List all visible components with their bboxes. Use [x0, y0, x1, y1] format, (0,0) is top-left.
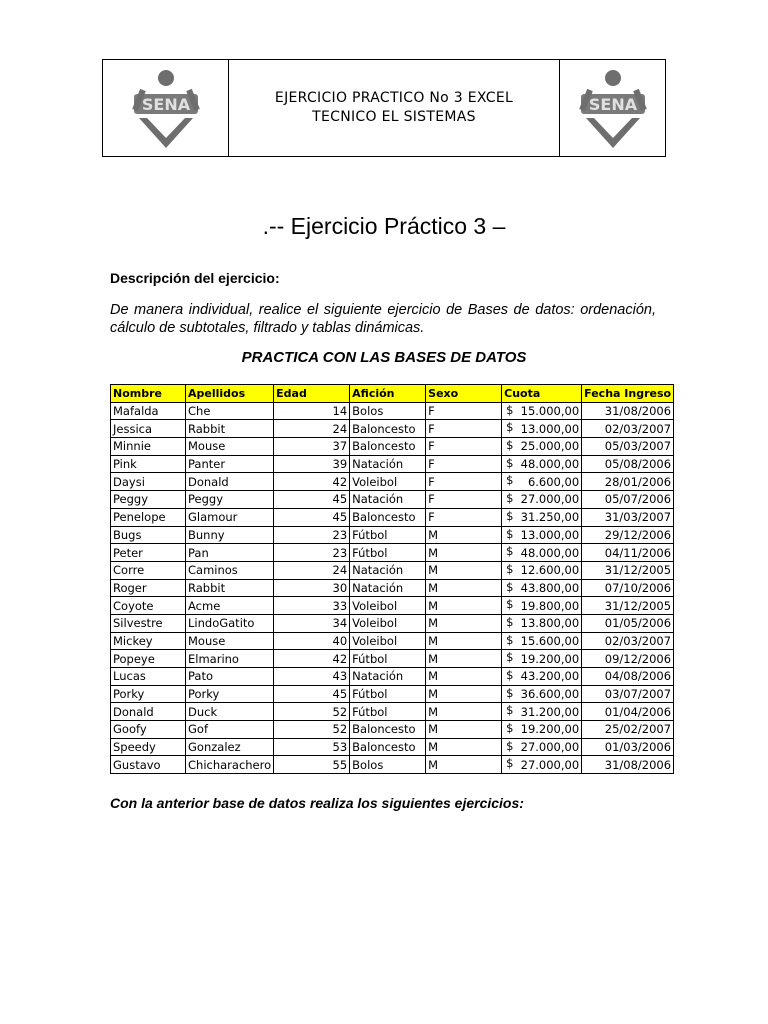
header-title — [229, 60, 559, 156]
table-cell: Donald — [186, 473, 274, 491]
table-cell: F — [426, 473, 502, 491]
cuota-value: 25.000,00 — [520, 439, 580, 454]
table-cell: Baloncesto — [350, 508, 426, 526]
table-row — [111, 756, 674, 774]
table-cell: Fútbol — [350, 685, 426, 703]
table-cell: M — [426, 738, 502, 756]
table-cell: F — [426, 455, 502, 473]
table-cell: F — [426, 491, 502, 509]
currency-symbol: $ — [506, 738, 514, 753]
table-cell: Gustavo — [111, 756, 186, 774]
table-row — [111, 721, 674, 739]
table-cell: M — [426, 614, 502, 632]
table-cell: M — [426, 632, 502, 650]
table-cell: Corre — [111, 561, 186, 579]
table-cell: Mafalda — [111, 402, 186, 420]
currency-symbol: $ — [506, 420, 514, 435]
header-title-line1: EJERCICIO PRACTICO No 3 EXCEL — [274, 90, 514, 106]
table-cell: 33 — [274, 597, 350, 615]
table-cell: 25/02/2007 — [582, 721, 674, 739]
table-cell: 55 — [274, 756, 350, 774]
table-row — [111, 614, 674, 632]
table-cell: Porky — [111, 685, 186, 703]
table-cell: Goofy — [111, 721, 186, 739]
description-heading: Descripción del ejercicio: — [110, 270, 280, 286]
table-cell — [502, 597, 582, 615]
table-header-row — [111, 385, 674, 403]
cuota-value: 48.000,00 — [520, 457, 580, 472]
cuota-value: 19.200,00 — [520, 722, 580, 737]
table-cell: Voleibol — [350, 632, 426, 650]
table-cell: Bolos — [350, 756, 426, 774]
cuota-value: 48.000,00 — [520, 545, 580, 560]
table-cell: 42 — [274, 473, 350, 491]
table-cell: Natación — [350, 455, 426, 473]
currency-symbol: $ — [506, 650, 514, 665]
table-cell: Acme — [186, 597, 274, 615]
table-cell: Duck — [186, 703, 274, 721]
table-cell: Voleibol — [350, 597, 426, 615]
table-cell: 24 — [274, 420, 350, 438]
table-cell: Porky — [186, 685, 274, 703]
sena-logo-icon — [131, 66, 201, 150]
table-cell: F — [426, 402, 502, 420]
table-cell: Bunny — [186, 526, 274, 544]
description-text: De manera individual, realice el siguiente ejercicio de Bases de datos: ordenación, cálculo de subtotales, filtrado y tablas dinámicas. — [110, 302, 656, 336]
table-row — [111, 544, 674, 562]
table-cell: Fútbol — [350, 544, 426, 562]
table-cell: 28/01/2006 — [582, 473, 674, 491]
table-cell: Rabbit — [186, 420, 274, 438]
table-cell: 30 — [274, 579, 350, 597]
table-cell: LindoGatito — [186, 614, 274, 632]
header-title-line2: TECNICO EL SISTEMAS — [312, 109, 476, 125]
table-cell: Speedy — [111, 738, 186, 756]
table-cell: 24 — [274, 561, 350, 579]
main-title: .-- Ejercicio Práctico 3 – — [262, 213, 506, 239]
currency-symbol: $ — [506, 491, 514, 506]
table-cell — [502, 561, 582, 579]
table-cell: M — [426, 721, 502, 739]
table-cell: 03/07/2007 — [582, 685, 674, 703]
table-cell: M — [426, 685, 502, 703]
table-cell: Mouse — [186, 632, 274, 650]
table-cell: Natación — [350, 491, 426, 509]
cuota-value: 13.800,00 — [520, 616, 580, 631]
table-cell: Fútbol — [350, 703, 426, 721]
currency-symbol: $ — [506, 579, 514, 594]
table-cell: Gonzalez — [186, 738, 274, 756]
table-cell: Pink — [111, 455, 186, 473]
table-cell: 23 — [274, 544, 350, 562]
table-cell: Silvestre — [111, 614, 186, 632]
table-cell: 39 — [274, 455, 350, 473]
table-cell — [502, 402, 582, 420]
column-header: Edad — [274, 385, 350, 403]
table-cell — [502, 650, 582, 668]
table-cell: Glamour — [186, 508, 274, 526]
cuota-value: 43.800,00 — [520, 580, 580, 595]
table-cell: Natación — [350, 561, 426, 579]
currency-symbol: $ — [506, 756, 514, 771]
table-cell: Natación — [350, 579, 426, 597]
table-cell: 05/08/2006 — [582, 455, 674, 473]
table-cell: M — [426, 544, 502, 562]
table-row — [111, 473, 674, 491]
table-cell: 23 — [274, 526, 350, 544]
table-cell: Voleibol — [350, 473, 426, 491]
table-row — [111, 455, 674, 473]
table-cell: Peggy — [111, 491, 186, 509]
table-cell: Fútbol — [350, 526, 426, 544]
table-cell: M — [426, 650, 502, 668]
table-cell — [502, 526, 582, 544]
cuota-value: 15.000,00 — [520, 404, 580, 419]
table-cell: Daysi — [111, 473, 186, 491]
table-cell: Coyote — [111, 597, 186, 615]
table-row — [111, 508, 674, 526]
currency-symbol: $ — [506, 597, 514, 612]
table-cell: Fútbol — [350, 650, 426, 668]
table-cell — [502, 614, 582, 632]
table-cell: Che — [186, 402, 274, 420]
currency-symbol: $ — [506, 668, 514, 682]
column-header: Nombre — [111, 385, 186, 403]
table-cell: 29/12/2006 — [582, 526, 674, 544]
table-cell — [502, 703, 582, 721]
table-cell: M — [426, 579, 502, 597]
table-cell: Voleibol — [350, 614, 426, 632]
sena-logo-right — [559, 60, 665, 156]
table-cell: M — [426, 526, 502, 544]
cuota-value: 6.600,00 — [527, 474, 580, 489]
cuota-value: 19.200,00 — [520, 651, 580, 666]
table-cell: Panter — [186, 455, 274, 473]
table-cell: M — [426, 703, 502, 721]
table-cell — [502, 473, 582, 491]
table-cell: 40 — [274, 632, 350, 650]
table-cell — [502, 685, 582, 703]
currency-symbol: $ — [506, 561, 514, 576]
table-cell: Mouse — [186, 438, 274, 456]
table-row — [111, 526, 674, 544]
table-row — [111, 650, 674, 668]
cuota-value: 19.800,00 — [520, 598, 580, 613]
table-row — [111, 491, 674, 509]
table-cell — [502, 721, 582, 739]
table-row — [111, 438, 674, 456]
table-cell: 37 — [274, 438, 350, 456]
table-cell: Natación — [350, 668, 426, 686]
table-cell: M — [426, 756, 502, 774]
table-cell — [502, 491, 582, 509]
column-header: Cuota — [502, 385, 582, 403]
table-cell: Pan — [186, 544, 274, 562]
column-header: Apellidos — [186, 385, 274, 403]
table-cell: Peter — [111, 544, 186, 562]
table-row — [111, 668, 674, 686]
column-header: Sexo — [426, 385, 502, 403]
currency-symbol: $ — [506, 614, 514, 629]
table-cell: 01/03/2006 — [582, 738, 674, 756]
sena-logo-left — [103, 60, 229, 156]
table-cell — [502, 756, 582, 774]
table-cell: 31/12/2005 — [582, 597, 674, 615]
cuota-value: 31.250,00 — [520, 510, 580, 525]
table-row — [111, 703, 674, 721]
cuota-value: 27.000,00 — [520, 757, 580, 772]
table-cell: 14 — [274, 402, 350, 420]
cuota-value: 27.000,00 — [520, 740, 580, 755]
table-cell: 09/12/2006 — [582, 650, 674, 668]
logo-text: SENA — [588, 95, 637, 114]
table-cell: 31/08/2006 — [582, 756, 674, 774]
table-cell: 01/04/2006 — [582, 703, 674, 721]
table-cell — [502, 668, 582, 686]
table-cell: 53 — [274, 738, 350, 756]
table-cell: 02/03/2007 — [582, 632, 674, 650]
currency-symbol: $ — [506, 685, 514, 700]
table-row — [111, 420, 674, 438]
table-cell: 04/08/2006 — [582, 668, 674, 686]
table-cell: Donald — [111, 703, 186, 721]
table-cell: Baloncesto — [350, 420, 426, 438]
table-cell: 07/10/2006 — [582, 579, 674, 597]
table-cell: 45 — [274, 508, 350, 526]
table-cell: 31/03/2007 — [582, 508, 674, 526]
cuota-value: 43.200,00 — [520, 669, 580, 684]
cuota-value: 13.000,00 — [520, 527, 580, 542]
table-cell — [502, 455, 582, 473]
table-cell: 43 — [274, 668, 350, 686]
table-cell: F — [426, 508, 502, 526]
table-cell: Lucas — [111, 668, 186, 686]
table-cell — [502, 544, 582, 562]
cuota-value: 27.000,00 — [520, 492, 580, 507]
currency-symbol: $ — [506, 455, 514, 470]
currency-symbol: $ — [506, 402, 514, 417]
document-header — [102, 59, 666, 157]
cuota-value: 15.600,00 — [520, 633, 580, 648]
table-cell: Popeye — [111, 650, 186, 668]
table-row — [111, 685, 674, 703]
table-cell — [502, 420, 582, 438]
table-row — [111, 597, 674, 615]
table-cell: Mickey — [111, 632, 186, 650]
table-cell: 05/07/2006 — [582, 491, 674, 509]
database-table — [110, 384, 674, 774]
table-row — [111, 738, 674, 756]
table-cell: Caminos — [186, 561, 274, 579]
cuota-value: 13.000,00 — [520, 421, 580, 436]
table-cell: F — [426, 438, 502, 456]
table-cell: Elmarino — [186, 650, 274, 668]
table-row — [111, 402, 674, 420]
table-cell: Baloncesto — [350, 738, 426, 756]
currency-symbol: $ — [506, 438, 514, 453]
cuota-value: 31.200,00 — [520, 704, 580, 719]
table-cell: M — [426, 561, 502, 579]
table-cell: Bugs — [111, 526, 186, 544]
column-header: Fecha Ingreso — [582, 385, 674, 403]
table-cell: 45 — [274, 685, 350, 703]
table-cell: 45 — [274, 491, 350, 509]
table-cell: Pato — [186, 668, 274, 686]
table-body — [111, 402, 674, 773]
table-cell — [502, 632, 582, 650]
cuota-value: 36.600,00 — [520, 687, 580, 702]
table-cell: 05/03/2007 — [582, 438, 674, 456]
cuota-value: 12.600,00 — [520, 563, 580, 578]
table-cell: Rabbit — [186, 579, 274, 597]
practice-title: PRACTICA CON LAS BASES DE DATOS — [241, 349, 527, 366]
table-cell: Baloncesto — [350, 438, 426, 456]
table-cell: M — [426, 668, 502, 686]
table-cell: 31/08/2006 — [582, 402, 674, 420]
currency-symbol: $ — [506, 721, 514, 736]
table-row — [111, 561, 674, 579]
column-header: Afición — [350, 385, 426, 403]
footer-instruction: Con la anterior base de datos realiza los siguientes ejercicios: — [110, 795, 524, 811]
table-cell — [502, 438, 582, 456]
table-cell: F — [426, 420, 502, 438]
currency-symbol: $ — [506, 544, 514, 559]
table-cell: 42 — [274, 650, 350, 668]
table-cell: Minnie — [111, 438, 186, 456]
table-cell: 34 — [274, 614, 350, 632]
currency-symbol: $ — [506, 526, 514, 541]
table-cell — [502, 508, 582, 526]
currency-symbol: $ — [506, 508, 514, 523]
table-cell — [502, 579, 582, 597]
table-row — [111, 632, 674, 650]
table-cell: 01/05/2006 — [582, 614, 674, 632]
table-cell: 02/03/2007 — [582, 420, 674, 438]
table-cell: 04/11/2006 — [582, 544, 674, 562]
table-cell: 31/12/2005 — [582, 561, 674, 579]
table-cell: 52 — [274, 703, 350, 721]
table-row — [111, 579, 674, 597]
sena-logo-icon — [578, 66, 648, 150]
table-cell: Roger — [111, 579, 186, 597]
currency-symbol: $ — [506, 632, 514, 647]
table-cell: M — [426, 597, 502, 615]
currency-symbol: $ — [506, 473, 514, 488]
table-cell: Jessica — [111, 420, 186, 438]
table-cell — [502, 738, 582, 756]
table-cell: 52 — [274, 721, 350, 739]
table-cell: Chicharachero — [186, 756, 274, 774]
table-cell: Bolos — [350, 402, 426, 420]
table-cell: Baloncesto — [350, 721, 426, 739]
logo-text: SENA — [141, 95, 190, 114]
table-cell: Gof — [186, 721, 274, 739]
currency-symbol: $ — [506, 703, 514, 718]
table-cell: Penelope — [111, 508, 186, 526]
table-cell: Peggy — [186, 491, 274, 509]
